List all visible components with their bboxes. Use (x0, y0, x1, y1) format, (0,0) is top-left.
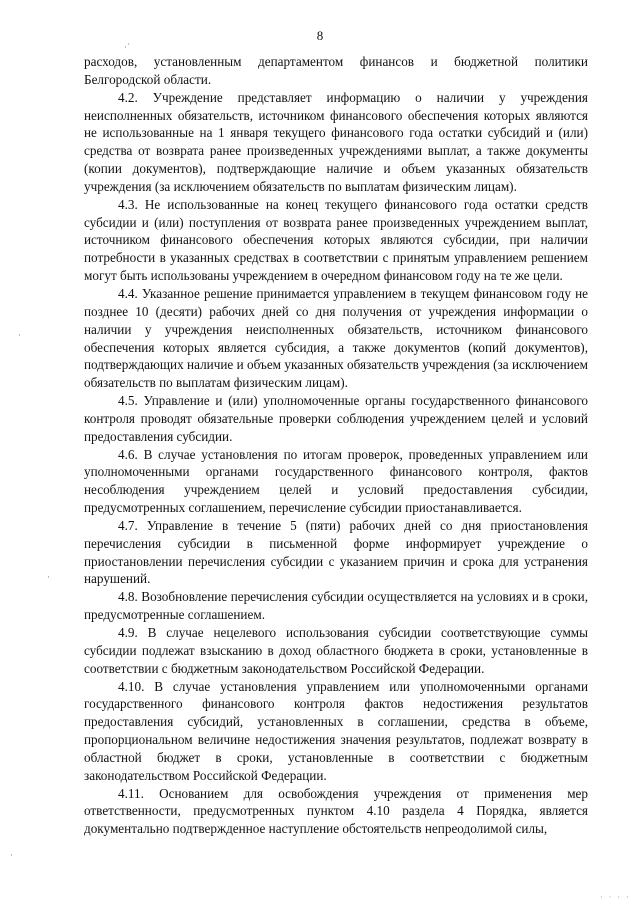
scan-speck: · (18, 330, 21, 340)
paragraph-4-3: 4.3. Не использованные на конец текущего финансового года остатки средств субсидии и (или) поступления от возврата ранее произведенных учреждением выплат, источником финансового обеспечения которых являются субсидии, при наличии потребности в указанных средствах в соответствии с принятым управлением решением могут быть использованы учреждением в очередном финансовом году на те же цели. (84, 196, 588, 284)
paragraph-4-11: 4.11. Основанием для освобождения учреждения от применения мер ответственности, предусмотренных пунктом 4.10 раздела 4 Порядка, является документально подтвержденное наступление обстоятельств непреодолимой силы, (84, 785, 588, 837)
paragraph-4-6: 4.6. В случае установления по итогам проверок, проведенных управлением или уполномоченными органами государственного финансового контроля, фактов несоблюдения учреждением целей и условий предоставления субсидии, предусмотренных соглашением, перечисление субсидии приостанавливается. (84, 446, 588, 516)
scan-edge-artifact: · · · · (600, 893, 631, 902)
paragraph-4-4: 4.4. Указанное решение принимается управлением в текущем финансовом году не позднее 10 (десяти) рабочих дней со дня получения от учреждения информации о наличии у учреждения неисполненных обязательств, источником финансового обеспечения которых является субсидия, а также документов (копий документов), подтверждающих наличие и объем указанных обязательств учреждения (за исключением обязательств по выплатам физическим лицам). (84, 285, 588, 391)
paragraph-4-7: 4.7. Управление в течение 5 (пяти) рабочих дней со дня приостановления перечисления субсидии в письменной форме информирует учреждение о приостановлении перечисления субсидии с указанием причин и срока для устранения нарушений. (84, 517, 588, 587)
scan-speck: · (47, 572, 50, 582)
scan-speck: · (10, 850, 13, 860)
paragraph-continuation: расходов, установленным департаментом финансов и бюджетной политики Белгородской области. (84, 54, 588, 87)
paragraph-4-8: 4.8. Возобновление перечисления субсидии осуществляется на условиях и в сроки, предусмотренные соглашением. (84, 589, 588, 623)
paragraph-4-5: 4.5. Управление и (или) уполномоченные органы государственного финансового контроля проводят обязательные проверки соблюдения учреждением целей и условий предоставления субсидии. (84, 393, 588, 444)
page-number: 8 (316, 28, 324, 43)
body-text (84, 53, 588, 838)
paragraph-4-9: 4.9. В случае нецелевого использования субсидии соответствующие суммы субсидии подлежат взысканию в доход областного бюджета в сроки, установленные в соответствии с бюджетным законодательством Российской Федерации. (84, 625, 588, 676)
scan-speck: ·´ (124, 42, 130, 52)
paragraph-4-2: 4.2. Учреждение представляет информацию о наличии у учреждения неисполненных обязательств, источником финансового обеспечения которых являются не использованные на 1 января текущего финансового года остатки субсидий и (или) средства от возврата ранее произведенных учреждениями выплат, а также документы (копии документов), подтверждающие наличие и объем указанных обязательств учреждения (за исключением обязательств по выплатам физическим лицам). (84, 89, 588, 194)
paragraph-4-10: 4.10. В случае установления управлением или уполномоченными органами государственного финансового контроля фактов недостижения результатов предоставления субсидий, установленных в соглашении, средства в объеме, пропорциональном величине недостижения значения результатов, подлежат возврату в областной бюджет в сроки, установленные в соответствии с бюджетным законодательством Российской Федерации. (84, 678, 588, 783)
